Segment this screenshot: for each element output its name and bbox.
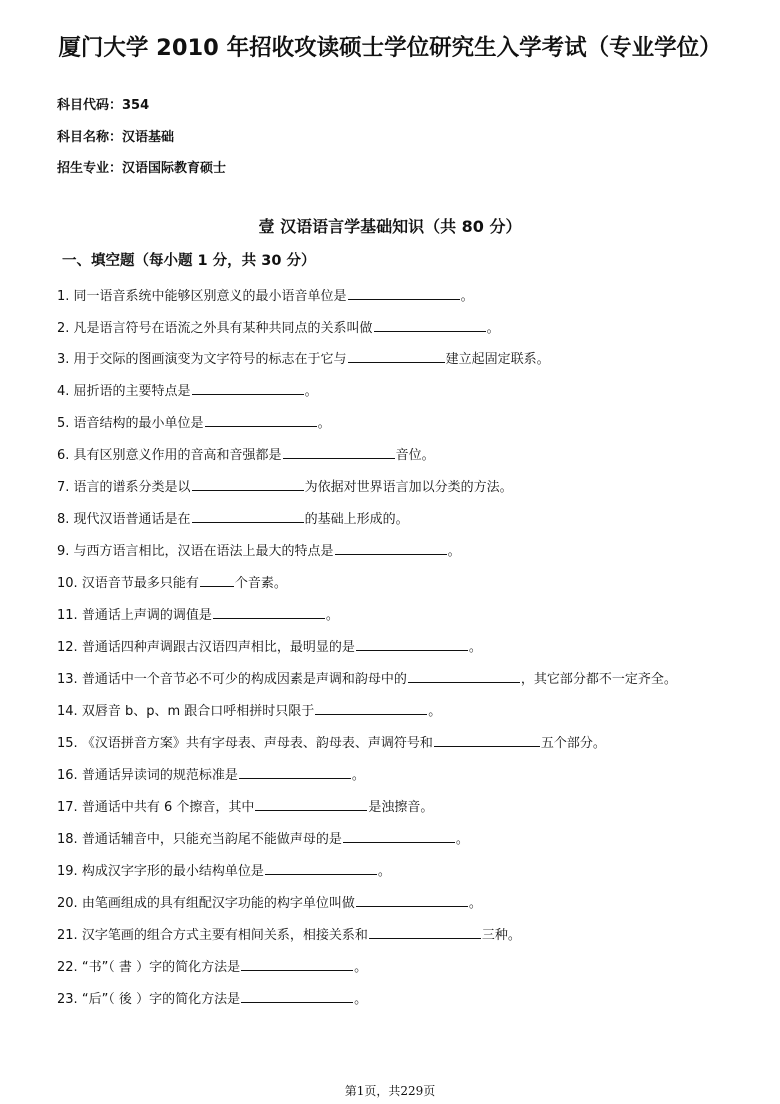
question-item (57, 636, 482, 655)
question-number: 11. (57, 608, 78, 623)
question-number: 19. (57, 864, 78, 879)
question-text: 汉语音节最多只能有 (81, 576, 199, 591)
question-number: 17. (57, 800, 78, 815)
question-item (57, 956, 367, 975)
question-item (57, 285, 474, 304)
question-text-after: 。 (468, 896, 482, 911)
question-text-after: 五个部分。 (540, 736, 606, 751)
question-text: 《汉语拼音方案》共有字母表、声母表、韵母表、声调符号和 (81, 736, 433, 751)
subsection-title: 一、填空题（每小题 1 分，共 30 分） (62, 253, 316, 269)
question-text-after: 个音素。 (234, 576, 287, 591)
question-number: 5. (57, 416, 70, 431)
question-item (57, 444, 435, 463)
answer-blank[interactable] (192, 478, 304, 491)
question-item (57, 924, 521, 943)
question-text-after: 。 (468, 640, 482, 655)
question-item (57, 380, 318, 399)
question-item (57, 317, 500, 336)
question-item (57, 476, 513, 495)
question-text-after: 是浊擦音。 (368, 800, 434, 815)
exam-title: 厦门大学 2010 年招收攻读硕士学位研究生入学考试（专业学位） (58, 35, 722, 61)
question-item (57, 508, 409, 527)
answer-blank[interactable] (356, 894, 468, 907)
question-number: 22. (57, 960, 78, 975)
question-text: 普通话四种声调跟古汉语四声相比，最明显的是 (81, 640, 355, 655)
question-text-after: 为依据对世界语言加以分类的方法。 (304, 480, 513, 495)
question-item (57, 348, 550, 367)
question-number: 9. (57, 544, 70, 559)
question-number: 20. (57, 896, 78, 911)
question-text: 同一语音系统中能够区别意义的最小语音单位是 (73, 289, 347, 304)
question-item (57, 700, 441, 719)
answer-blank[interactable] (192, 382, 304, 395)
question-text: 汉字笔画的组合方式主要有相间关系，相接关系和 (81, 928, 368, 943)
question-item (57, 796, 433, 815)
question-text-after: 。 (354, 960, 368, 975)
question-text: “后”（ 後 ）字的简化方法是 (81, 992, 241, 1007)
question-number: 10. (57, 576, 78, 591)
question-text-after: 。 (460, 289, 474, 304)
question-text-after: 。 (354, 992, 368, 1007)
question-text-after: 。 (325, 608, 339, 623)
question-text-after: 。 (351, 768, 365, 783)
answer-blank[interactable] (348, 350, 445, 363)
answer-blank[interactable] (265, 862, 377, 875)
question-item (57, 860, 391, 879)
question-text: 普通话上声调的调值是 (81, 608, 212, 623)
question-text-after: 。 (455, 832, 469, 847)
question-text: 现代汉语普通话是在 (73, 512, 191, 527)
answer-blank[interactable] (200, 574, 234, 587)
answer-blank[interactable] (213, 606, 325, 619)
question-text-after: 。 (317, 416, 331, 431)
question-text-after: 。 (377, 864, 391, 879)
question-item (57, 828, 469, 847)
question-number: 18. (57, 832, 78, 847)
answer-blank[interactable] (374, 319, 486, 332)
question-number: 3. (57, 352, 70, 367)
question-item (57, 988, 367, 1007)
question-number: 1. (57, 289, 70, 304)
answer-blank[interactable] (241, 958, 353, 971)
subject-code-label: 科目代码： (57, 98, 123, 113)
question-number: 13. (57, 672, 78, 687)
page-footer: 第1页，共229页 (344, 1084, 436, 1098)
answer-blank[interactable] (192, 510, 304, 523)
question-text: 凡是语言符号在语流之外具有某种共同点的关系叫做 (73, 321, 373, 336)
question-text-after: 。 (486, 321, 500, 336)
question-item (57, 540, 461, 559)
answer-blank[interactable] (283, 446, 395, 459)
question-text-after: ，其它部分都不一定齐全。 (520, 672, 677, 687)
answer-blank[interactable] (434, 734, 540, 747)
question-text: 语音结构的最小单位是 (73, 416, 204, 431)
answer-blank[interactable] (348, 287, 460, 300)
section-title: 壹 汉语语言学基础知识（共 80 分） (258, 217, 522, 236)
question-text: 用于交际的图画演变为文字符号的标志在于它与 (73, 352, 347, 367)
question-text: 由笔画组成的具有组配汉字功能的构字单位叫做 (81, 896, 355, 911)
question-text: 普通话中一个音节必不可少的构成因素是声调和韵母中的 (81, 672, 407, 687)
answer-blank[interactable] (315, 702, 427, 715)
enrollment-major-value: 汉语国际教育硕士 (122, 161, 227, 176)
question-item (57, 732, 606, 751)
answer-blank[interactable] (335, 542, 447, 555)
question-text: 屈折语的主要特点是 (73, 384, 191, 399)
question-item (57, 764, 365, 783)
question-item (57, 572, 287, 591)
question-number: 15. (57, 736, 78, 751)
enrollment-major (57, 157, 226, 176)
subject-name-value: 汉语基础 (122, 130, 175, 145)
question-text-after: 。 (447, 544, 461, 559)
answer-blank[interactable] (356, 638, 468, 651)
question-text: 普通话异读词的规范标准是 (81, 768, 238, 783)
question-text: 与西方语言相比，汉语在语法上最大的特点是 (73, 544, 334, 559)
answer-blank[interactable] (239, 766, 351, 779)
question-number: 4. (57, 384, 70, 399)
subject-code-value: 354 (122, 98, 150, 113)
question-text: 语言的谱系分类是以 (73, 480, 191, 495)
question-item (57, 892, 482, 911)
enrollment-major-label: 招生专业： (57, 161, 123, 176)
question-number: 7. (57, 480, 70, 495)
question-text: 双唇音 b、p、m 跟合口呼相拼时只限于 (81, 704, 315, 719)
question-number: 23. (57, 992, 78, 1007)
subject-name-label: 科目名称： (57, 130, 123, 145)
subject-code (57, 94, 149, 113)
answer-blank[interactable] (369, 926, 481, 939)
question-number: 21. (57, 928, 78, 943)
question-text-after: 音位。 (395, 448, 435, 463)
answer-blank[interactable] (408, 670, 520, 683)
answer-blank[interactable] (205, 414, 317, 427)
question-text-after: 。 (304, 384, 318, 399)
question-text: 构成汉字字形的最小结构单位是 (81, 864, 264, 879)
question-text: “书”（ 書 ）字的简化方法是 (81, 960, 241, 975)
question-number: 6. (57, 448, 70, 463)
question-text-after: 的基础上形成的。 (304, 512, 409, 527)
subject-name (57, 126, 174, 145)
answer-blank[interactable] (343, 830, 455, 843)
question-number: 12. (57, 640, 78, 655)
question-text: 普通话辅音中，只能充当韵尾不能做声母的是 (81, 832, 342, 847)
question-text-after: 三种。 (481, 928, 521, 943)
question-number: 14. (57, 704, 78, 719)
question-item (57, 412, 331, 431)
question-text-after: 建立起固定联系。 (445, 352, 550, 367)
question-number: 2. (57, 321, 70, 336)
answer-blank[interactable] (241, 990, 353, 1003)
question-number: 16. (57, 768, 78, 783)
question-text: 普通话中共有 6 个擦音，其中 (81, 800, 255, 815)
question-number: 8. (57, 512, 70, 527)
question-item (57, 604, 339, 623)
answer-blank[interactable] (255, 798, 367, 811)
question-text: 具有区别意义作用的音高和音强都是 (73, 448, 282, 463)
question-item (57, 668, 677, 687)
question-text-after: 。 (428, 704, 442, 719)
